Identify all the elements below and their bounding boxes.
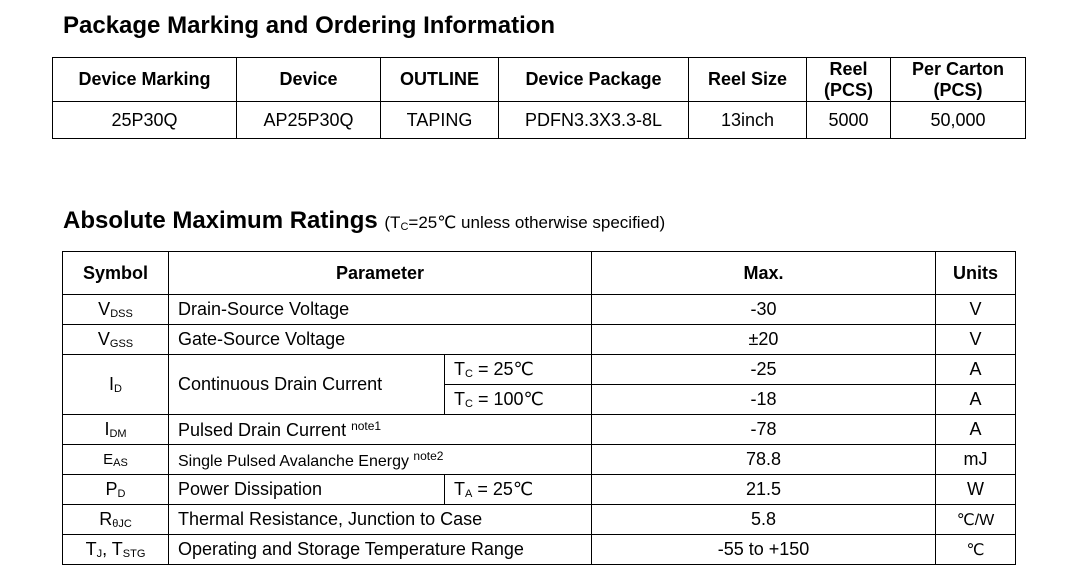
cell-device-marking: 25P30Q [53, 102, 237, 139]
symbol-pd: $P_D$ [63, 475, 169, 505]
symbol-rthjc: $R_{\theta JC}$ [63, 505, 169, 535]
unit: A [936, 355, 1016, 385]
table-row [63, 355, 1016, 385]
cell-reel-pcs: 5000 [807, 102, 891, 139]
symbol-eas: $E_{AS}$ [63, 445, 169, 475]
ratings-table [62, 251, 1016, 565]
ordering-header-row [53, 58, 1026, 102]
header-max: Max. [592, 252, 936, 295]
header-units: Units [936, 252, 1016, 295]
table-row [63, 535, 1016, 565]
param-temperature-range: Operating and Storage Temperature Range [169, 535, 592, 565]
param-gate-source-voltage: Gate-Source Voltage [169, 325, 592, 355]
table-row [63, 445, 1016, 475]
param-avalanche-energy: Single Pulsed Avalanche Energy $^{note2}$ [169, 445, 592, 475]
symbol-vdss: $V_{DSS}$ [63, 295, 169, 325]
table-row [63, 325, 1016, 355]
max-value: -55 to +150 [592, 535, 936, 565]
header-per-carton: Per Carton (PCS) [891, 58, 1026, 102]
header-parameter: Parameter [169, 252, 592, 295]
condition-ta-25: $T_A$ = 25℃ [445, 475, 592, 505]
header-device-package: Device Package [499, 58, 689, 102]
max-value: -18 [592, 385, 936, 415]
unit: V [936, 295, 1016, 325]
cell-device-package: PDFN3.3X3.3-8L [499, 102, 689, 139]
unit: ℃ [936, 535, 1016, 565]
table-row [53, 102, 1026, 139]
unit: mJ [936, 445, 1016, 475]
cell-device: AP25P30Q [237, 102, 381, 139]
symbol-idm: $I_{DM}$ [63, 415, 169, 445]
unit: V [936, 325, 1016, 355]
ordering-table [52, 57, 1026, 139]
max-value: 5.8 [592, 505, 936, 535]
param-thermal-resistance: Thermal Resistance, Junction to Case [169, 505, 592, 535]
param-power-dissipation: Power Dissipation [169, 475, 445, 505]
max-value: 21.5 [592, 475, 936, 505]
table-row [63, 475, 1016, 505]
unit: W [936, 475, 1016, 505]
condition-tc-25: $T_C$ = 25℃ [445, 355, 592, 385]
header-outline: OUTLINE [381, 58, 499, 102]
max-value: -25 [592, 355, 936, 385]
ratings-title: Absolute Maximum Ratings ($T_C=25℃$ unless otherwise specified) [63, 207, 666, 234]
max-value: -78 [592, 415, 936, 445]
unit: A [936, 415, 1016, 445]
cell-per-carton: 50,000 [891, 102, 1026, 139]
param-continuous-drain-current: Continuous Drain Current [169, 355, 445, 415]
cell-reel-size: 13inch [689, 102, 807, 139]
max-value: ±20 [592, 325, 936, 355]
max-value: -30 [592, 295, 936, 325]
header-reel-pcs: Reel (PCS) [807, 58, 891, 102]
cell-outline: TAPING [381, 102, 499, 139]
ratings-condition: ($T_C=25℃$ unless otherwise specified) [384, 213, 666, 233]
symbol-id: $I_D$ [63, 355, 169, 415]
table-row [63, 505, 1016, 535]
symbol-vgss: $V_{GSS}$ [63, 325, 169, 355]
param-pulsed-drain-current: Pulsed Drain Current $^{note1}$ [169, 415, 592, 445]
ordering-title: Package Marking and Ordering Information [63, 12, 556, 39]
unit: ℃/W [936, 505, 1016, 535]
param-drain-source-voltage: Drain-Source Voltage [169, 295, 592, 325]
unit: A [936, 385, 1016, 415]
symbol-tj-tstg: $T_J$, $T_{STG}$ [63, 535, 169, 565]
header-device-marking: Device Marking [53, 58, 237, 102]
ratings-header-row [63, 252, 1016, 295]
header-reel-size: Reel Size [689, 58, 807, 102]
max-value: 78.8 [592, 445, 936, 475]
condition-tc-100: $T_C$ = 100℃ [445, 385, 592, 415]
table-row [63, 295, 1016, 325]
table-row [63, 415, 1016, 445]
header-symbol: Symbol [63, 252, 169, 295]
header-device: Device [237, 58, 381, 102]
